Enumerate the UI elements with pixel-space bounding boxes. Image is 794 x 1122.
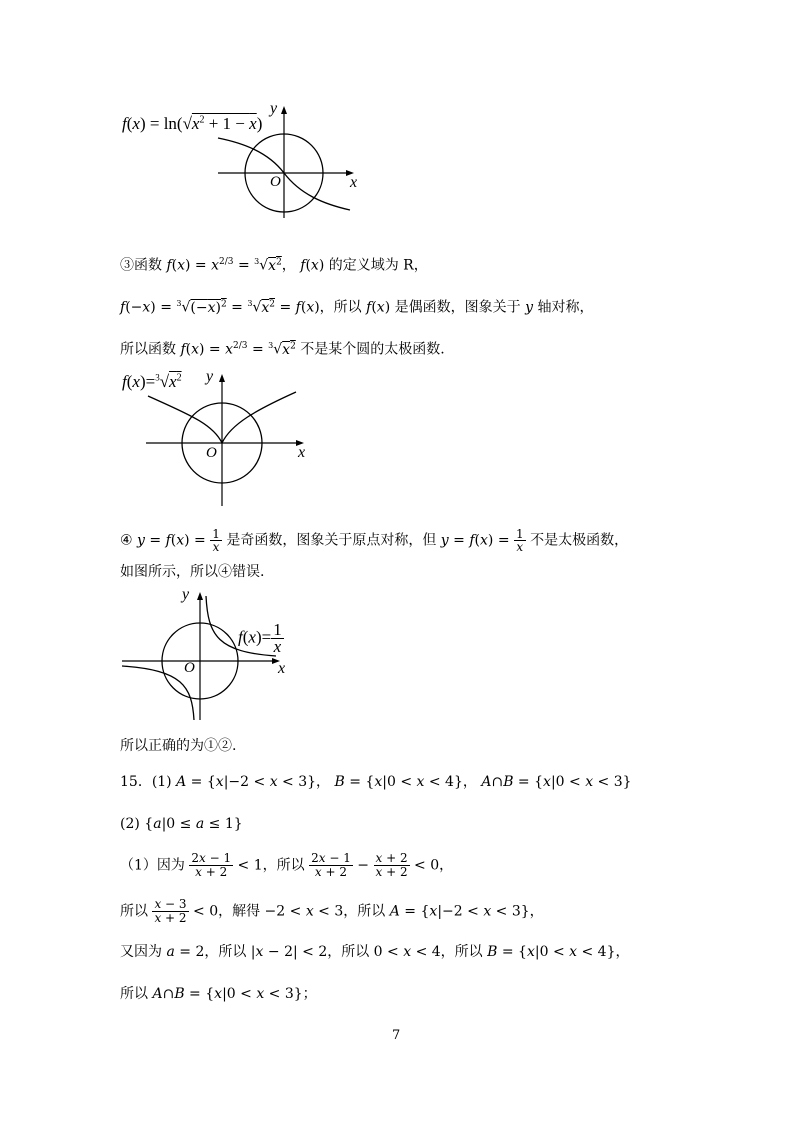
text-line-intersection: 所以 A∩B = {x|0 < x < 3}； <box>120 986 317 1002</box>
figure-reciprocal-function <box>118 586 318 726</box>
text-line-3-intro: ③函数 $f(x) = x^{2/3} = ^3√x^2$， f(x) 的定义域为 R， <box>120 257 428 274</box>
figure-cbrt-origin-label: O <box>206 445 217 461</box>
text-line-4-wrong: 如图所示，所以④错误. <box>120 564 265 580</box>
text-line-15-answer1: 15．(1) A = {x|−2 < x < 3}， B = {x|0 < x < 4}， A∩B = {x|0 < x < 3} <box>120 774 632 790</box>
figure-ln-formula: $f(x) = \ln(√x^2 + 1 - x)$ <box>122 114 263 133</box>
text-line-correct: 所以正确的为①②. <box>120 738 237 754</box>
text-line-15-answer2: (2) {a|0 ≤ a ≤ 1} <box>120 816 243 832</box>
figure-ln-x-label: x <box>350 174 358 191</box>
text-line-even-function: $f(-x) = ^3√(-x)^2 = ^3√x^2 = f(x)$，所以 f(x) 是偶函数，图象关于 y 轴对称， <box>120 299 594 316</box>
figure-reciprocal-x-label: x <box>278 660 286 677</box>
text-line-not-taiji-3: 所以函数 $f(x) = x^{2/3} = ^3√x^2$ 不是某个圆的太极函数. <box>120 341 445 358</box>
figure-cbrt-y-label: y <box>206 368 214 385</box>
figure-cbrt-function <box>118 366 318 511</box>
figure-cbrt-x-label: x <box>298 444 306 461</box>
text-line-solve-A: 所以 $\frac{x - 3}{x + 2}$ < 0，解得 −2 < x < 3，所以 A = {x|−2 < x < 3}， <box>120 897 544 925</box>
figure-ln-y-label: y <box>270 100 278 117</box>
figure-reciprocal-y-label: y <box>182 586 190 603</box>
figure-ln-origin-label: O <box>270 174 281 190</box>
text-line-4-odd: ④ y = f(x) = $\frac{1}{x}$ 是奇函数，图象关于原点对称，但 y = f(x) = $\frac{1}{x}$ 不是太极函数， <box>120 527 629 554</box>
text-line-solve-B: 又因为 a = 2，所以 |x − 2| < 2，所以 0 < x < 4，所以 B = {x|0 < x < 4}， <box>120 944 630 960</box>
figure-ln-function <box>118 100 368 220</box>
figure-reciprocal-formula: f(x)= $\frac{1}{x}$ <box>238 620 282 656</box>
figure-reciprocal-origin-label: O <box>184 660 195 676</box>
page-number: 7 <box>392 1028 401 1043</box>
figure-cbrt-formula: $f(x)=^3√x^2$ <box>122 372 182 391</box>
text-line-because: （1）因为 $\frac{2x - 1}{x + 2}$ < 1，所以 $\frac{2x - 1}{x + 2}$ − $\frac{x + 2}{x + 2}$ < 0， <box>120 851 454 879</box>
